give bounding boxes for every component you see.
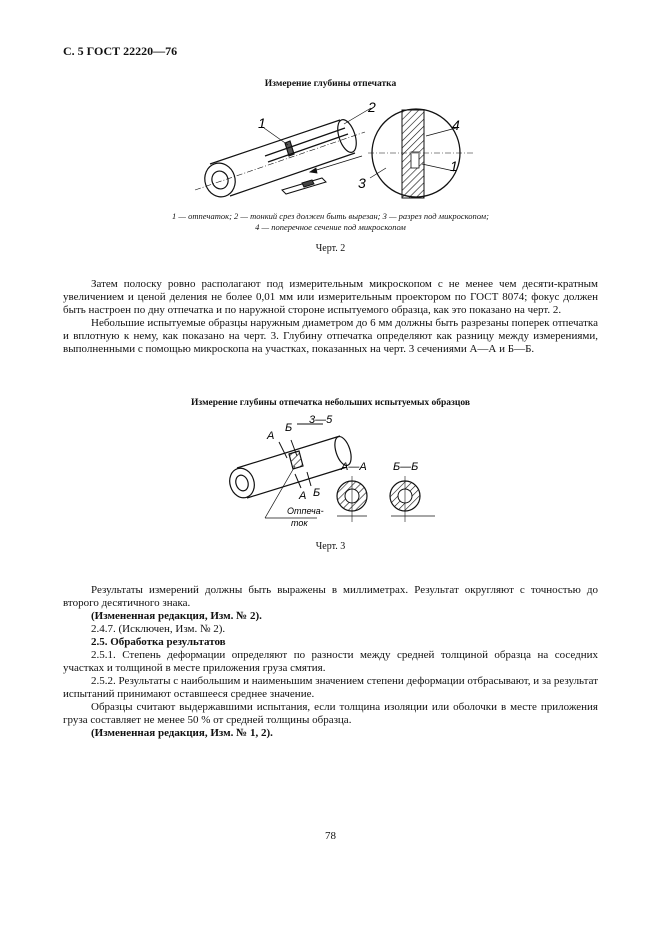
label-a-bottom: А <box>299 490 307 502</box>
amendment-note: (Измененная редакция, Изм. № 1, 2). <box>91 727 273 739</box>
text-block-2 <box>63 584 598 740</box>
label-imprint-2: ток <box>291 518 308 528</box>
label-2: 2 <box>368 99 376 115</box>
figure-3-caption: Черт. 3 <box>315 541 346 552</box>
paragraph: 2.5.1. Степень деформации определяют по разности между средней толщиной образца на соседних участках и толщиной в месте приложения груза смятия. <box>63 649 598 674</box>
label-b-bottom: Б <box>313 487 321 499</box>
figure-2-caption: Черт. 2 <box>315 243 346 254</box>
figure-3-title: Измерение глубины отпечатка небольших испытуемых образцов <box>191 398 470 408</box>
small-tube <box>226 435 354 501</box>
figure-2-legend-line1: 1 — отпечаток; 2 — тонкий срез должен быть вырезан; 3 — разрез под микроскопом; <box>172 211 489 221</box>
label-1: 1 <box>258 115 266 131</box>
label-range: 3—5 <box>309 414 333 426</box>
figure-2-legend-line2: 4 — поперечное сечение под микроскопом <box>255 222 406 232</box>
paragraph: Результаты измерений должны быть выражены в миллиметрах. Результат округляют с точностью до второго десятичного знака. <box>63 584 598 609</box>
label-a-top: А <box>267 430 275 442</box>
figure-2-title: Измерение глубины отпечатка <box>264 79 397 89</box>
section-aa-drawing <box>337 476 367 522</box>
amendment-note: (Измененная редакция, Изм. № 2). <box>91 610 262 622</box>
label-4: 4 <box>452 117 460 133</box>
label-section-bb: Б—Б <box>393 461 419 473</box>
page-number: 78 <box>325 830 336 842</box>
clause-247: 2.4.7. (Исключен, Изм. № 2). <box>91 623 226 635</box>
paragraph: Небольшие испытуемые образцы наружным диаметром до 6 мм должны быть разрезаны поперек отпечатка и вплотную к нему, как показано на черт. 3. Глубину отпечатка определяют как разницу между измерениями, выполненными с помощью микроскопа на участках, показанных на черт. 3 сечениями А—А и Б—Б. <box>63 317 598 355</box>
section-bb-drawing <box>390 476 435 522</box>
paragraph-excluded <box>63 623 598 636</box>
figure-3-drawing <box>225 414 445 532</box>
direction-arrow <box>310 156 362 173</box>
label-imprint-1: Отпеча- <box>287 506 324 516</box>
cylinder-tube <box>200 117 359 200</box>
thin-slice <box>282 178 326 194</box>
page-header: С. 5 ГОСТ 22220—76 <box>63 44 178 58</box>
figure-2-drawing <box>190 98 480 208</box>
section-heading: 2.5. Обработка результатов <box>91 636 226 648</box>
paragraph: 2.5.2. Результаты с наибольшим и наименьшим значением степени деформации отбрасывают, и за результат испытаний принимают оставшееся среднее значение. <box>63 675 598 700</box>
paragraph: Образцы считают выдержавшими испытания, если толщина изоляции или оболочки в месте приложения груза составляет не менее 50 % от средней толщины образца. <box>63 701 598 726</box>
label-b-top: Б <box>285 422 293 434</box>
label-3: 3 <box>358 175 366 191</box>
label-1-section: 1 <box>450 158 458 174</box>
text-block-1 <box>63 278 598 356</box>
paragraph: Затем полоску ровно располагают под измерительным микроскопом с не менее чем десяти-кратным увеличением и ценой деления не более 0,01 мм или измерительным проектором по ГОСТ 8074; фокус должен быть настроен по дну отпечатка и по наружной стороне испытуемого образца, как это показано на черт. 2. <box>63 278 598 316</box>
label-section-aa: А—А <box>341 461 367 473</box>
